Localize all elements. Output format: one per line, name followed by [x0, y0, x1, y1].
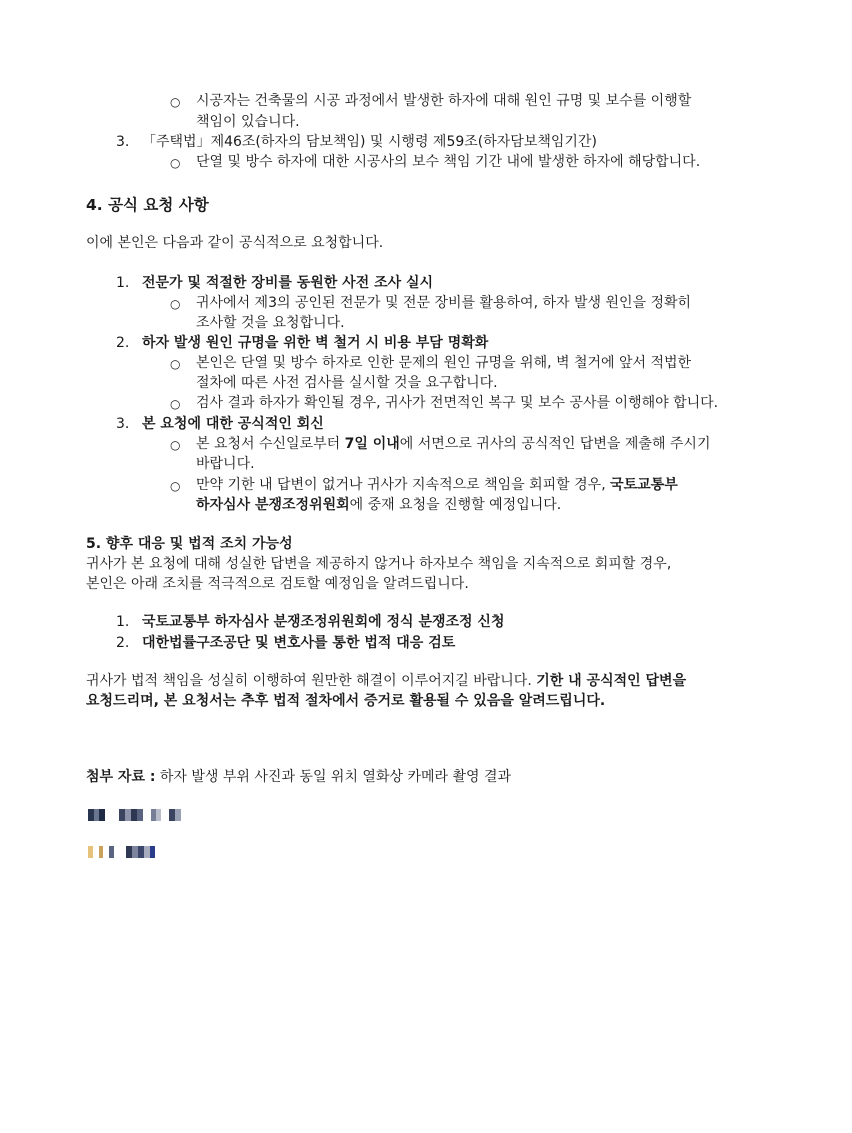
sec4-item2-number: 2.	[116, 335, 130, 351]
sec4-item3-bullet2-line2: 하자심사 분쟁조정위원회에 중재 요청을 진행할 예정입니다.	[196, 497, 562, 513]
section5-paragraph-line1: 귀사가 본 요청에 대해 성실한 답변을 제공하지 않거나 하자보수 책임을 지속적으로 회피할 경우,	[86, 556, 672, 572]
sec4-item3-title: 본 요청에 대한 공식적인 회신	[142, 416, 324, 432]
bullet-glyph: ○	[170, 297, 181, 311]
attachment-note: 첨부 자료 : 하자 발생 부위 사진과 동일 위치 열화상 카메라 촬영 결과	[86, 769, 512, 785]
sec4-item3-bullet1-line2: 바랍니다.	[196, 456, 255, 472]
section5-paragraph-line2: 본인은 아래 조치를 적극적으로 검토할 예정임을 알려드립니다.	[86, 576, 469, 592]
ministry-emphasis: 국토교통부	[610, 477, 678, 493]
bullet-glyph: ○	[170, 156, 181, 170]
sec4-item2-bullet1-line1: 본인은 단열 및 방수 하자로 인한 문제의 원인 규명을 위해, 벽 철거에 앞서 적법한	[196, 355, 692, 371]
bullet-glyph: ○	[170, 357, 181, 371]
sec4-item3-bullet1-line1: 본 요청서 수신일로부터 7일 이내에 서면으로 귀사의 공식적인 답변을 제출해 주시기	[196, 436, 711, 452]
sec4-item3-number: 3.	[116, 416, 130, 432]
sec3-item3-text: 「주택법」제46조(하자의 담보책임) 및 시행령 제59조(하자담보책임기간)	[142, 134, 597, 150]
sec3-bullet1-line1: 시공자는 건축물의 시공 과정에서 발생한 하자에 대해 원인 규명 및 보수를 이행할	[196, 93, 692, 109]
sec4-item1-number: 1.	[116, 275, 130, 291]
sec4-item3-bullet2-line1: 만약 기한 내 답변이 없거나 귀사가 지속적으로 책임을 회피할 경우, 국토교통부	[196, 477, 678, 493]
bullet-glyph: ○	[170, 438, 181, 452]
sec3-item3-number: 3.	[116, 134, 130, 150]
sec4-item1-title: 전문가 및 적절한 장비를 동원한 사전 조사 실시	[142, 275, 434, 291]
redacted-name-block	[88, 809, 181, 821]
sec5-item2: 대한법률구조공단 및 변호사를 통한 법적 대응 검토	[142, 635, 456, 651]
sec4-item2-title: 하자 발생 원인 규명을 위한 벽 철거 시 비용 부담 명확화	[142, 335, 489, 351]
redacted-signature-block	[88, 846, 155, 858]
sec4-item1-bullet-line1: 귀사에서 제3의 공인된 전문가 및 전문 장비를 활용하여, 하자 발생 원인을 정확히	[196, 295, 692, 311]
section4-intro: 이에 본인은 다음과 같이 공식적으로 요청합니다.	[86, 235, 384, 251]
sec4-item2-bullet2: 검사 결과 하자가 확인될 경우, 귀사가 전면적인 복구 및 보수 공사를 이행해야 합니다.	[196, 395, 719, 411]
section5-heading: 5. 향후 대응 및 법적 조치 가능성	[86, 536, 293, 552]
deadline-emphasis: 7일 이내	[344, 436, 400, 452]
bullet-glyph: ○	[170, 95, 181, 109]
sec4-item1-bullet-line2: 조사할 것을 요청합니다.	[196, 315, 345, 331]
attachment-label: 첨부 자료 :	[86, 769, 156, 785]
sec5-item1-number: 1.	[116, 614, 130, 630]
closing-line2: 요청드리며, 본 요청서는 추후 법적 절차에서 증거로 활용될 수 있음을 알려드립니다.	[86, 693, 606, 709]
bullet-glyph: ○	[170, 479, 181, 493]
sec5-item2-number: 2.	[116, 635, 130, 651]
sec4-item2-bullet1-line2: 절차에 따른 사전 검사를 실시할 것을 요구합니다.	[196, 375, 498, 391]
sec5-item1: 국토교통부 하자심사 분쟁조정위원회에 정식 분쟁조정 신청	[142, 614, 505, 630]
sec3-item3-bullet: 단열 및 방수 하자에 대한 시공사의 보수 책임 기간 내에 발생한 하자에 해당합니다.	[196, 154, 701, 170]
bullet-glyph: ○	[170, 397, 181, 411]
sec3-bullet1-line2: 책임이 있습니다.	[196, 114, 300, 130]
section4-heading: 4. 공식 요청 사항	[86, 196, 209, 214]
committee-emphasis: 하자심사 분쟁조정위원회	[196, 497, 350, 513]
closing-line1: 귀사가 법적 책임을 성실히 이행하여 원만한 해결이 이루어지길 바랍니다. 기한 내 공식적인 답변을	[86, 673, 687, 689]
